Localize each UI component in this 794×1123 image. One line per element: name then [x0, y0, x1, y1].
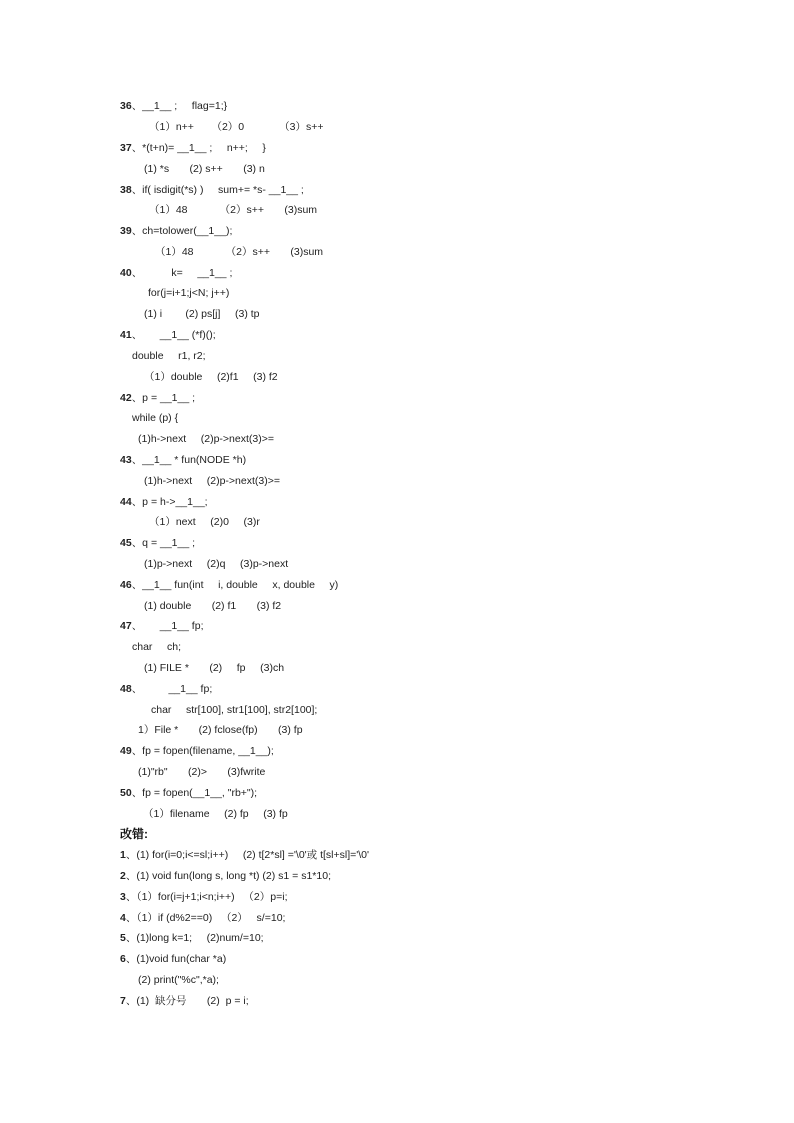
item-code: 、*(t+n)= __1__ ; n++; } — [131, 142, 266, 154]
correction-line — [120, 931, 264, 945]
correction-code: 、(1)void fun(char *a) — [125, 953, 227, 965]
item-number: 49 — [120, 745, 132, 757]
item-code: 、__1__ fun(int i, double x, double y) — [131, 579, 339, 591]
item-line — [120, 536, 195, 550]
item-code: 、 __1__ fp; — [131, 620, 204, 632]
correction-line — [120, 848, 369, 862]
answer-line: (1) i (2) ps[j] (3) tp — [144, 308, 260, 320]
item-number: 39 — [120, 225, 132, 237]
item-line — [120, 495, 208, 509]
item-code: 、p = h->__1__; — [131, 496, 208, 508]
correction-number: 3 — [120, 891, 126, 903]
answer-line: (1) double (2) f1 (3) f2 — [144, 600, 282, 612]
item-code: 、fp = fopen(filename, __1__); — [131, 745, 274, 757]
item-number: 44 — [120, 496, 132, 508]
correction-number: 5 — [120, 932, 126, 944]
item-code: 、__1__ ; flag=1;} — [131, 100, 228, 112]
item-code: 、q = __1__ ; — [131, 537, 196, 549]
answer-line: (1)h->next (2)p->next(3)>= — [138, 433, 274, 445]
item-line — [120, 682, 212, 696]
item-code: 、__1__ * fun(NODE *h) — [131, 454, 247, 466]
item-line — [120, 183, 304, 197]
code-line: double r1, r2; — [132, 350, 206, 362]
item-line — [120, 578, 338, 592]
item-line — [120, 391, 195, 405]
correction-line — [120, 994, 249, 1008]
answer-line: （1）filename (2) fp (3) fp — [143, 808, 288, 820]
item-number: 48 — [120, 683, 132, 695]
item-code: 、 __1__ (*f)(); — [131, 329, 216, 341]
answer-line: (1) FILE * (2) fp (3)ch — [144, 662, 285, 674]
item-number: 38 — [120, 184, 132, 196]
item-code: 、if( isdigit(*s) ) sum+= *s- __1__ ; — [131, 184, 304, 196]
section-heading: 改错: — [120, 827, 148, 841]
answer-line: (1)p->next (2)q (3)p->next — [144, 558, 289, 570]
item-line — [120, 266, 232, 280]
correction-code: 、（1）for(i=j+1;i<n;i++) （2）p=i; — [125, 891, 288, 903]
item-code: 、 __1__ fp; — [131, 683, 213, 695]
answer-line: 1）File * (2) fclose(fp) (3) fp — [138, 724, 303, 736]
item-code: 、p = __1__ ; — [131, 392, 196, 404]
correction-line — [120, 911, 285, 925]
correction-number: 7 — [120, 995, 126, 1007]
item-line — [120, 99, 227, 113]
answer-line: (1)"rb" (2)> (3)fwrite — [138, 766, 266, 778]
code-line: for(j=i+1;j<N; j++) — [148, 287, 230, 299]
answer-line: (1) *s (2) s++ (3) n — [144, 163, 265, 175]
item-number: 36 — [120, 100, 132, 112]
correction-number: 2 — [120, 870, 126, 882]
item-number: 42 — [120, 392, 132, 404]
code-line: char ch; — [132, 641, 182, 653]
item-line — [120, 224, 232, 238]
item-line — [120, 786, 257, 800]
correction-code: 、(1) for(i=0;i<=sl;i++) (2) t[2*sl] ='\0'或 t[sl+sl]='\0' — [125, 849, 370, 861]
item-code: 、fp = fopen(__1__, "rb+"); — [131, 787, 258, 799]
correction-code: 、（1）if (d%2==0) （2） s/=10; — [125, 912, 286, 924]
item-number: 40 — [120, 267, 132, 279]
item-code: 、ch=tolower(__1__); — [131, 225, 233, 237]
correction-code: 、(1) void fun(long s, long *t) (2) s1 = s1*10; — [125, 870, 331, 882]
answer-line: (1)h->next (2)p->next(3)>= — [144, 475, 280, 487]
item-line — [120, 141, 266, 155]
correction-line — [120, 952, 226, 966]
answer-line: （1）48 （2）s++ (3)sum — [155, 246, 324, 258]
item-number: 37 — [120, 142, 132, 154]
item-code: 、 k= __1__ ; — [131, 267, 233, 279]
item-line — [120, 453, 246, 467]
item-number: 45 — [120, 537, 132, 549]
item-line — [120, 619, 203, 633]
correction-line — [120, 890, 288, 904]
correction-number: 1 — [120, 849, 126, 861]
answer-line: （1）next (2)0 (3)r — [149, 516, 260, 528]
correction-code: 、(1) 缺分号 (2) p = i; — [125, 995, 249, 1007]
correction-line: (2) print("%c",*a); — [138, 974, 219, 986]
item-number: 46 — [120, 579, 132, 591]
item-line — [120, 744, 274, 758]
code-line: while (p) { — [132, 412, 179, 424]
correction-code: 、(1)long k=1; (2)num/=10; — [125, 932, 264, 944]
item-line — [120, 328, 216, 342]
correction-line — [120, 869, 331, 883]
answer-line: （1）double (2)f1 (3) f2 — [144, 371, 278, 383]
item-number: 47 — [120, 620, 132, 632]
correction-number: 6 — [120, 953, 126, 965]
answer-line: （1）n++ （2）0 （3）s++ — [149, 121, 324, 133]
answer-line: （1）48 （2）s++ (3)sum — [149, 204, 318, 216]
item-number: 41 — [120, 329, 132, 341]
item-number: 50 — [120, 787, 132, 799]
item-number: 43 — [120, 454, 132, 466]
code-line: char str[100], str1[100], str2[100]; — [151, 704, 318, 716]
correction-number: 4 — [120, 912, 126, 924]
